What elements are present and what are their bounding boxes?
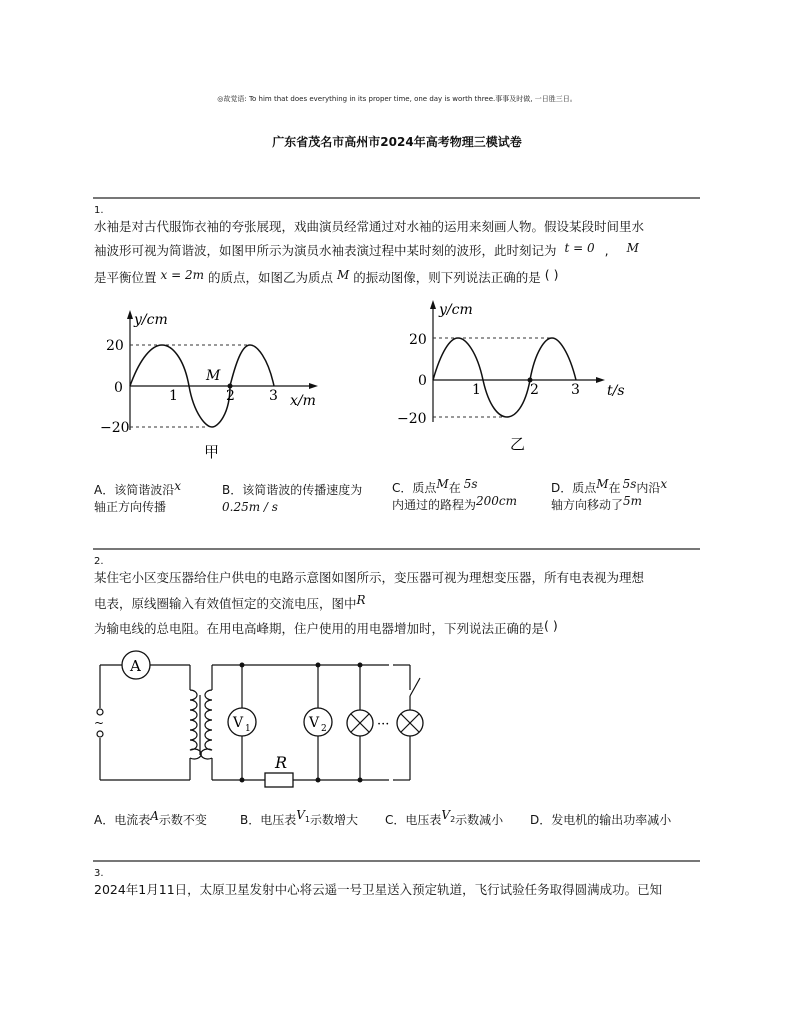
question-3-line-1: 2024年1月11日，太原卫星发射中心将云遥一号卫星送入预定轨道，飞行试验任务取得圆满成功。已知 [94,882,663,897]
y-axis-arrow [430,300,436,309]
point-m-label: M [206,368,221,384]
question-1-number: 1. [94,205,104,216]
x-axis-label: t/s [607,383,625,399]
ammeter-label: A [130,657,141,675]
question-1-line-3 [94,267,559,286]
voltmeter-v2-label: V [309,715,320,731]
option-d[interactable]: D．发电机的输出功率减小 [530,813,672,827]
y-axis-arrow [127,310,133,319]
option-d[interactable]: D．质点M在 5s内沿x 轴方向移动了5m [551,477,668,512]
math-M: M [626,241,639,255]
y-tick-neg20: −20 [397,411,427,427]
voltmeter-v1-label: V [233,715,244,731]
figure-caption-yi: 乙 [510,435,526,453]
answer-paren: ( ) [544,267,559,282]
voltmeter-v1-subscript: 1 [245,724,251,734]
question-2-divider [93,548,700,550]
transformer-circuit [90,650,430,792]
question-2-line-1: 某住宅小区变压器给住户供电的电路示意图如图所示，变压器可视为理想变压器，所有电表视为理想 [94,570,645,585]
question-1-line-3-text-c: 的振动图像，则下列说法正确的是 [353,270,541,285]
resistor-icon [265,773,293,787]
question-1-line-3-text-a: 是平衡位置 [94,270,157,285]
question-1-line-2: 袖波形可视为简谐波，如图甲所示为演员水袖表演过程中某时刻的波形，此时刻记为 t = 0 , M [94,241,639,258]
y-tick-20: 20 [409,332,427,348]
y-tick-20: 20 [106,338,124,354]
y-tick-0: 0 [418,373,427,389]
motto-line: ◎故觉语: To him that does everything in its proper time, one day is worth three.事事及时做, 一日胜三日。 [217,95,577,103]
y-axis-label: y/cm [134,312,168,328]
question-2-number: 2. [94,556,104,567]
question-1-line-2-text: 袖波形可视为简谐波，如图甲所示为演员水袖表演过程中某时刻的波形，此时刻记为 [94,243,557,258]
question-3-number: 3. [94,868,104,879]
y-tick-0: 0 [114,380,123,396]
figure-caption-jia: 甲 [204,443,220,461]
x-tick-1: 1 [472,382,481,398]
question-1-line-3-text-b: 的质点，如图乙为质点 [207,270,333,285]
y-axis-label: y/cm [439,302,473,318]
resistor-label: R [275,753,288,772]
x-axis-label: x/m [290,393,316,409]
vibration-graph-yi [395,292,635,457]
question-2-line-2: 电表，原线圈输入有效值恒定的交流电压，图中R [94,593,366,611]
option-a[interactable]: A．该简谐波沿x 轴正方向传播 [94,479,181,514]
more-loads-dots: ··· [377,717,390,732]
question-2-line-3: 为输电线的总电阻。在用电高峰期，住户使用的用电器增加时，下列说法正确的是( ) [94,618,558,636]
option-a[interactable]: A．电流表A示数不变 [94,809,207,827]
voltmeter-v2-subscript: 2 [321,724,327,734]
x-tick-2: 2 [530,382,539,398]
ac-source-symbol: ~ [94,716,105,730]
math-t0: t = 0 [564,241,595,255]
option-b[interactable]: B．电压表V1示数增大 [240,808,359,827]
page-title: 广东省茂名市高州市2024年高考物理三模试卷 [272,135,522,149]
question-1-divider [93,197,700,199]
question-1-line-1: 水袖是对古代服饰衣袖的夸张展现，戏曲演员经常通过对水袖的运用来刻画人物。假设某段时间里水 [94,219,645,234]
option-c[interactable]: C．质点M在 5s 内通过的路程为200cm [392,477,518,512]
x-tick-3: 3 [269,388,278,404]
math-x2m: x = 2m [160,268,204,282]
question-3-divider [93,860,700,862]
answer-paren: ( ) [544,618,558,633]
x-tick-1: 1 [169,388,178,404]
option-b[interactable]: B．该简谐波的传播速度为 0.25m / s [222,483,363,514]
x-axis-arrow [309,383,318,389]
math-M-2: M [336,268,350,282]
vibration-curve [433,338,576,417]
math-R: R [356,593,366,607]
wave-graph-jia [100,300,340,465]
x-tick-3: 3 [571,382,580,398]
x-tick-2: 2 [226,388,235,404]
option-c[interactable]: C．电压表V2示数减小 [385,808,504,827]
y-tick-neg20: −20 [100,420,130,436]
x-axis-arrow [596,377,605,383]
